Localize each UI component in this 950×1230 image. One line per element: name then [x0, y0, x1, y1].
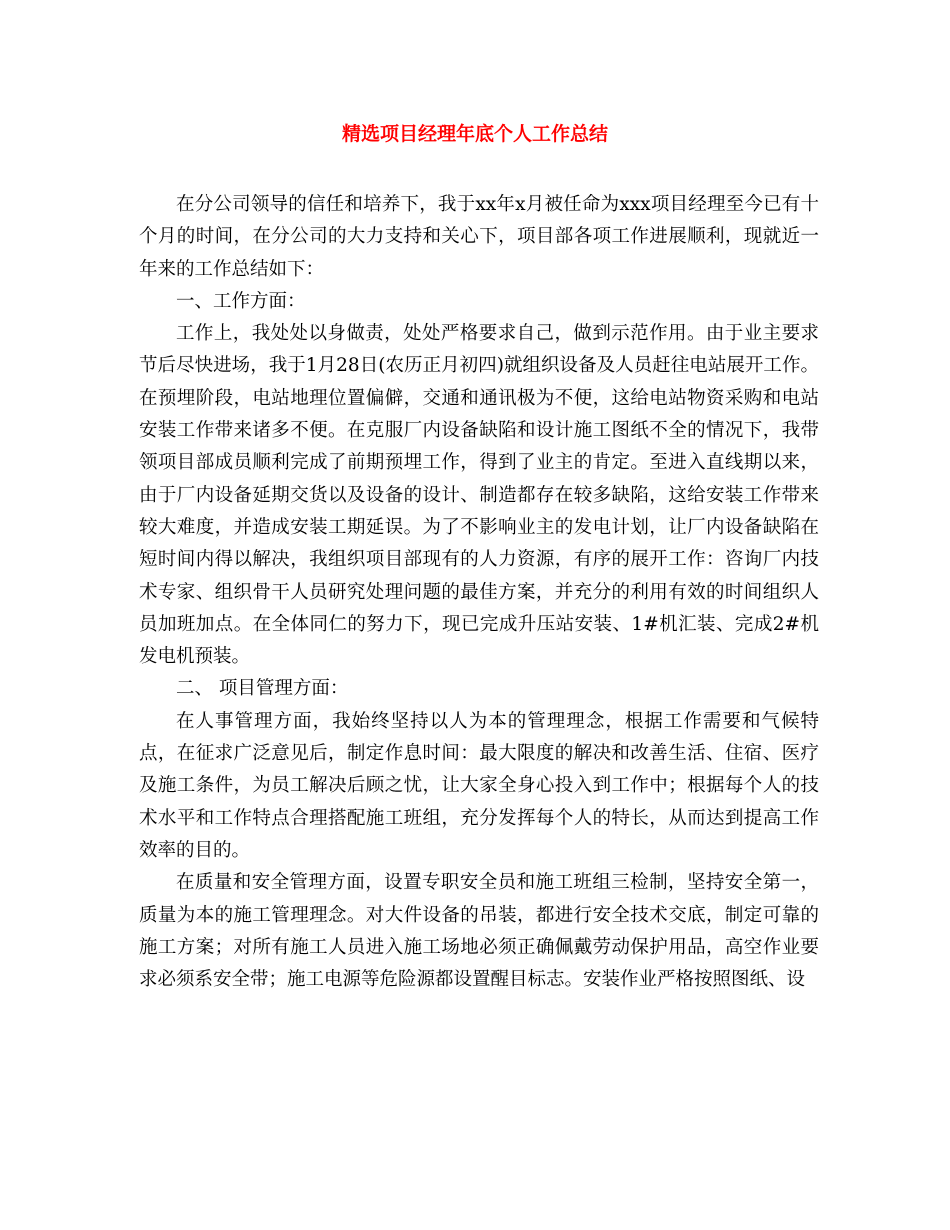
- section-heading-work: 一、工作方面：: [176, 290, 306, 312]
- section-heading-management: 二、 项目管理方面：: [176, 678, 349, 700]
- document-body: [139, 189, 819, 996]
- paragraph-work: 工作上，我处处以身做责，处处严格要求自己，做到示范作用。由于业主要求节后尽快进场，我于1月28日(农历正月初四)就组织设备及人员赶往电站展开工作。在预埋阶段，电站地理位置偏僻，交通和通讯极为不便，这给电站物资采购和电站安装工作带来诸多不便。在克服厂内设备缺陷和设计施工图纸不全的情况下，我带领项目部成员顺利完成了前期预埋工作，得到了业主的肯定。至进入直线期以来，由于厂内设备延期交货以及设备的设计、制造都存在较多缺陷，这给安装工作带来较大难度，并造成安装工期延误。为了不影响业主的发电计划，让厂内设备缺陷在短时间内得以解决，我组织项目部现有的人力资源，有序的展开工作：咨询厂内技术专家、组织骨干人员研究处理问题的最佳方案，并充分的利用有效的时间组织人员加班加点。在全体同仁的努力下，现已完成升压站安装、1#机汇装、完成2#机发电机预装。: [139, 323, 819, 668]
- paragraph-quality-safety: 在质量和安全管理方面，设置专职安全员和施工班组三检制，坚持安全第一，质量为本的施工管理理念。对大件设备的吊装，都进行安全技术交底，制定可靠的施工方案；对所有施工人员进入施工场地必须正确佩戴劳动保护用品，高空作业要求必须系安全带；施工电源等危险源都设置醒目标志。安装作业严格按照图纸、设: [139, 872, 819, 991]
- paragraph-personnel: 在人事管理方面，我始终坚持以人为本的管理理念，根据工作需要和气候特点，在征求广泛意见后，制定作息时间：最大限度的解决和改善生活、住宿、医疗及施工条件，为员工解决后顾之忧，让大家全身心投入到工作中；根据每个人的技术水平和工作特点合理搭配施工班组，充分发挥每个人的特长，从而达到提高工作效率的目的。: [139, 710, 819, 861]
- paragraph-intro: 在分公司领导的信任和培养下，我于xx年x月被任命为xxx项目经理至今已有十个月的时间，在分公司的大力支持和关心下，项目部各项工作进展顺利，现就近一年来的工作总结如下：: [139, 194, 819, 280]
- document-title: 精选项目经理年底个人工作总结: [341, 123, 608, 145]
